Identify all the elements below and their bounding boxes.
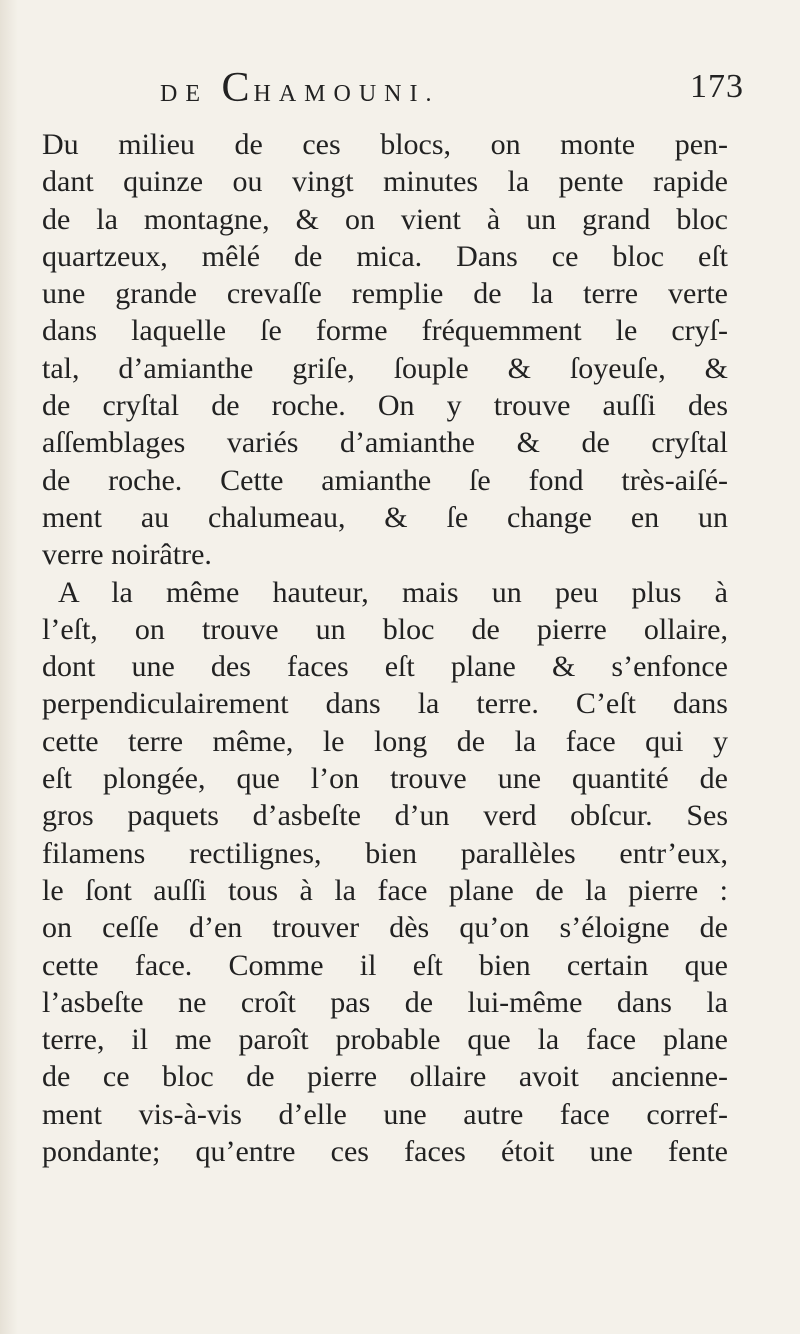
text-line: quartzeux, mêlé de mica. Dans ce bloc eſt (42, 239, 728, 273)
text-line: le ſont auſſi tous à la face plane de la pierre : (42, 873, 728, 907)
running-head-rest: HAMOUNI. (253, 81, 440, 107)
text-line: verre noirâtre. (42, 538, 212, 572)
text-line: de ce bloc de pierre ollaire avoit ancienne- (42, 1060, 728, 1094)
text-line: on ceſſe d’en trouver dès qu’on s’éloigne de (42, 911, 728, 945)
text-line: de cryſtal de roche. On y trouve auſſi des (42, 389, 728, 423)
running-head-de: DE (160, 81, 208, 107)
text-line: une grande crevaſſe remplie de la terre verte (42, 277, 728, 311)
text-line: pondante; qu’entre ces faces étoit une fente (42, 1135, 728, 1169)
text-line: de la montagne, & on vient à un grand bloc (42, 202, 728, 236)
text-line: perpendiculairement dans la terre. C’eſt dans (42, 687, 728, 721)
text-line: ment au chalumeau, & ſe change en un (42, 500, 728, 534)
page-number: 173 (690, 68, 744, 105)
text-line: tal, d’amianthe griſe, ſouple & ſoyeuſe, & (42, 351, 728, 385)
page-header (0, 64, 800, 114)
text-line: l’asbeſte ne croît pas de lui-même dans la (42, 985, 728, 1019)
text-line: terre, il me paroît probable que la face plane (42, 1023, 728, 1057)
text-line: eſt plongée, que l’on trouve une quantité de (42, 762, 728, 796)
text-line: dans laquelle ſe forme fréquemment le cryſ- (42, 314, 728, 348)
page-gutter-shade (0, 0, 18, 1334)
text-line: de roche. Cette amianthe ſe fond très-aiſé- (42, 463, 728, 497)
body-text (42, 126, 728, 1170)
running-head-initial: C (221, 65, 254, 111)
text-line: cette face. Comme il eſt bien certain que (42, 948, 728, 982)
text-line: gros paquets d’asbeſte d’un verd obſcur. Ses (42, 799, 728, 833)
text-line: aſſemblages variés d’amianthe & de cryſtal (42, 426, 728, 460)
text-line: Du milieu de ces blocs, on monte pen- (42, 128, 728, 161)
text-line: A la même hauteur, mais un peu plus à (58, 575, 728, 609)
text-line: l’eſt, on trouve un bloc de pierre ollaire, (42, 612, 728, 646)
text-line: cette terre même, le long de la face qui y (42, 724, 728, 758)
text-line: dant quinze ou vingt minutes la pente rapide (42, 165, 728, 199)
text-line: ment vis-à-vis d’elle une autre face corref- (42, 1097, 728, 1131)
running-head (160, 64, 440, 112)
text-line: dont une des faces eſt plane & s’enfonce (42, 650, 728, 684)
text-line: filamens rectilignes, bien parallèles entr’eux, (42, 836, 728, 870)
